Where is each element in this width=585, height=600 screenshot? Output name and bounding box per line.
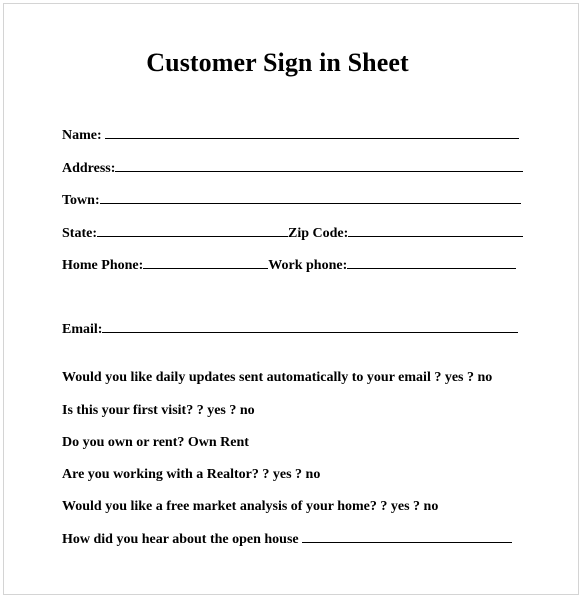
town-label: Town: bbox=[62, 193, 100, 208]
address-row bbox=[62, 160, 523, 177]
work-phone-field[interactable] bbox=[347, 257, 516, 269]
question-own-or-rent[interactable]: Do you own or rent? Own Rent bbox=[62, 435, 249, 450]
address-field[interactable] bbox=[115, 160, 523, 172]
zip-field[interactable] bbox=[348, 225, 523, 237]
state-label: State: bbox=[62, 226, 97, 241]
phone-row bbox=[62, 257, 516, 274]
page-title: Customer Sign in Sheet bbox=[146, 48, 409, 77]
work-phone-label: Work phone: bbox=[268, 258, 348, 273]
home-phone-field[interactable] bbox=[143, 257, 268, 269]
email-field[interactable] bbox=[102, 321, 518, 333]
town-row bbox=[62, 192, 521, 209]
question-market-analysis[interactable]: Would you like a free market analysis of your home? ? yes ? no bbox=[62, 499, 439, 514]
email-label: Email: bbox=[62, 322, 103, 337]
question-heard-about: How did you hear about the open house bbox=[62, 532, 303, 547]
home-phone-label: Home Phone: bbox=[62, 258, 144, 273]
state-field[interactable] bbox=[97, 225, 288, 237]
town-field[interactable] bbox=[100, 192, 521, 204]
name-field[interactable] bbox=[105, 127, 519, 139]
question-email-updates[interactable]: Would you like daily updates sent automatically to your email ? yes ? no bbox=[62, 370, 493, 385]
question-heard-about-row bbox=[62, 531, 512, 548]
question-first-visit[interactable]: Is this your first visit? ? yes ? no bbox=[62, 403, 255, 418]
email-row bbox=[62, 321, 518, 338]
heard-about-field[interactable] bbox=[302, 531, 512, 543]
name-label: Name: bbox=[62, 128, 106, 143]
address-label: Address: bbox=[62, 161, 116, 176]
question-realtor[interactable]: Are you working with a Realtor? ? yes ? no bbox=[62, 467, 321, 482]
zip-label: Zip Code: bbox=[288, 226, 349, 241]
name-row bbox=[62, 127, 519, 144]
state-zip-row bbox=[62, 225, 523, 242]
